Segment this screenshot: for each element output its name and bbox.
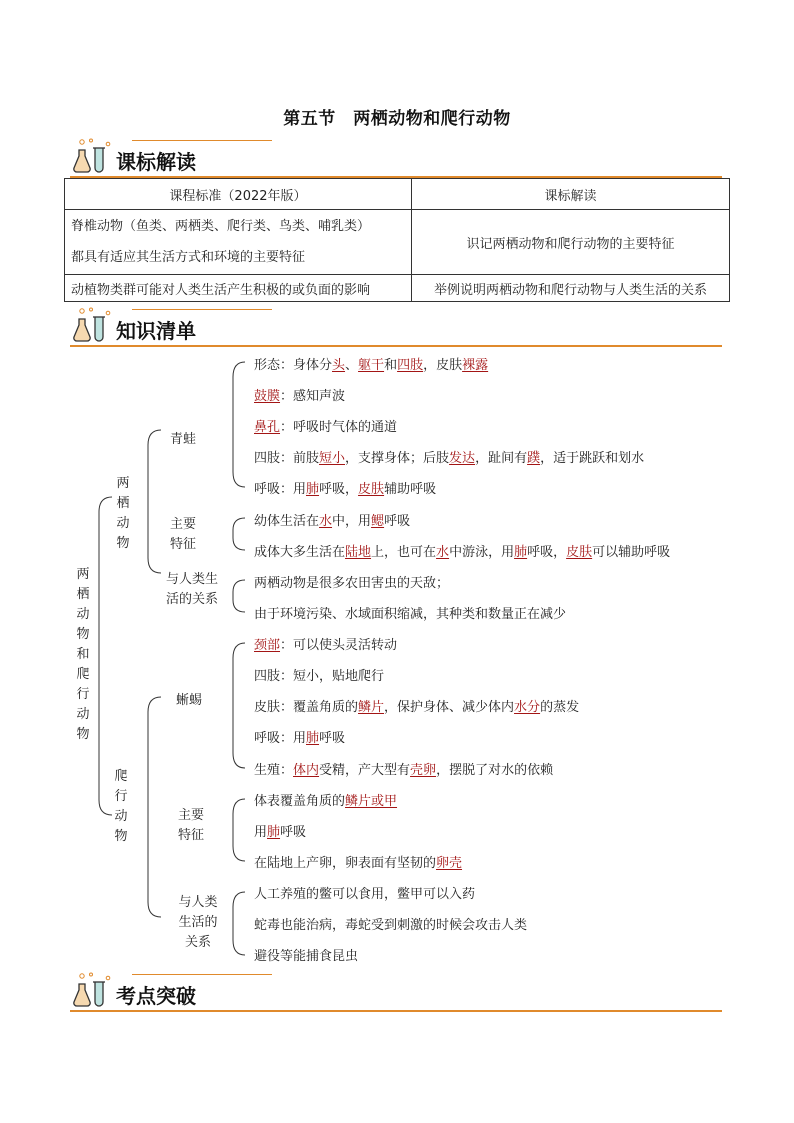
text: 生殖： [254,763,294,778]
text: ，趾间有 [475,451,528,466]
keyword: 卵壳 [436,856,463,871]
reptile-feature-lungs [254,821,306,840]
text: 四肢：前肢 [254,451,320,466]
frog-morphology [254,354,488,373]
text: ，适于跳跃和划水 [540,451,645,466]
keyword: 躯干 [358,358,385,373]
text: ，保护身体、减少体内 [384,700,515,715]
lizard-limbs [254,665,384,684]
keyword: 陆地 [345,545,372,560]
text: 受精，产大型有 [319,763,411,778]
text: 形态：身体分 [254,358,333,373]
column-header: 课标解读 [411,179,729,210]
text: 中游泳，用 [449,545,515,560]
keyword: 发达 [449,451,476,466]
tree-node-amphibian-relation: 与人类生活的关系 [165,572,218,607]
text: 辅助呼吸 [384,482,437,497]
keyword: 体内 [293,763,320,778]
section-title: 课标解读 [116,150,196,174]
text: 用 [254,825,268,840]
text: ：感知声波 [280,389,346,404]
section-header-knowledge [70,307,722,347]
reptile-relation-3: 避役等能捕食昆虫 [254,949,359,964]
section-header-standards [70,138,722,178]
tree-node-reptile: 爬行动物 [114,769,128,844]
reptile-feature-eggs [254,852,462,871]
keyword: 鳃 [371,514,385,529]
text: 体表覆盖角质的 [254,794,346,809]
keyword: 鼓膜 [254,389,281,404]
keyword: 裸露 [462,358,489,373]
keyword: 壳卵 [410,763,437,778]
amphibian-relation-2: 由于环境污染、水域面积缩减，其种类和数量正在减少 [254,607,567,622]
keyword: 蹼 [527,451,541,466]
tree-node-amphibian-features: 主要特征 [169,517,196,552]
text: ：可以使头灵活转动 [280,638,398,653]
frog-breathing [254,478,436,497]
page-title: 第五节 两栖动物和爬行动物 [283,109,511,129]
tree-node-reptile-features: 主要特征 [177,808,204,843]
table-row [65,275,730,302]
reptile-relation-1: 人工养殖的鳖可以食用，鳖甲可以入药 [254,887,476,902]
lizard-reproduction [254,759,553,778]
text: 和 [384,358,398,373]
keyword: 水 [319,514,333,529]
lab-flask-icon [72,307,112,345]
tree-root-label: 两栖动物和爬行动物 [76,567,90,742]
text: ，皮肤 [423,358,463,373]
table-cell [65,210,412,275]
keyword: 水 [436,545,450,560]
frog-eardrum [254,385,345,404]
tree-node-frog: 青蛙 [170,432,197,447]
text: ，摆脱了对水的依赖 [436,763,554,778]
text: 呼吸， [319,482,359,497]
table-row [65,210,730,275]
keyword: 皮肤 [358,482,385,497]
text: 成体大多生活在 [254,545,346,560]
reptile-relation-2: 蛇毒也能治病，毒蛇受到刺激的时候会攻击人类 [254,918,528,933]
text: 的蒸发 [540,700,580,715]
reptile-feature-scales [254,790,397,809]
text: 皮肤：覆盖角质的 [254,700,359,715]
section-divider [70,345,722,347]
text: 呼吸 [384,514,411,529]
keyword: 鳞片 [358,700,385,715]
text: 呼吸：用 [254,731,307,746]
keyword: 皮肤 [566,545,593,560]
text: ：呼吸时气体的通道 [280,420,398,435]
section-divider [70,1010,722,1012]
frog-limbs [254,447,644,466]
text: 上，也可在 [371,545,437,560]
text: 、 [345,358,359,373]
keyword: 头 [332,358,346,373]
table-cell: 举例说明两栖动物和爬行动物与人类生活的关系 [411,275,729,302]
cell-line: 脊椎动物（鱼类、两栖类、爬行类、鸟类、哺乳类） [71,219,371,234]
text: 呼吸：用 [254,482,307,497]
tree-node-lizard: 蜥蜴 [176,693,203,708]
text: 呼吸， [527,545,567,560]
column-header: 课程标准（2022年版） [65,179,412,210]
text: ，支撑身体；后肢 [345,451,450,466]
keyword: 鼻孔 [254,420,281,435]
tree-node-reptile-relation: 与人类生活的关系 [178,895,218,950]
text: 呼吸 [319,731,346,746]
text: 四肢：短小，贴地爬行 [254,669,385,684]
lizard-neck [254,634,397,653]
section-title: 知识清单 [116,319,196,343]
keyword: 肺 [306,731,320,746]
text: 幼体生活在 [254,514,320,529]
table-cell: 动植物类群可能对人类生活产生积极的或负面的影响 [65,275,412,302]
text: 中，用 [332,514,372,529]
table-cell: 识记两栖动物和爬行动物的主要特征 [411,210,729,275]
keyword: 肺 [514,545,528,560]
text: 可以辅助呼吸 [592,545,671,560]
curriculum-table [64,178,730,302]
amphibian-larva [254,510,410,529]
keyword: 肺 [306,482,320,497]
amphibian-relation-1: 两栖动物是很多农田害虫的天敌； [254,576,450,591]
section-header-breakthrough [70,972,722,1012]
lizard-breathing [254,727,345,746]
tree-node-amphibian: 两栖动物 [116,476,130,551]
lab-flask-icon [72,138,112,176]
amphibian-adult [254,541,670,560]
keyword: 水分 [514,700,541,715]
cell-line: 都具有适应其生活方式和环境的主要特征 [71,250,306,265]
keyword: 颈部 [254,638,281,653]
section-title: 考点突破 [116,984,196,1008]
keyword: 肺 [267,825,281,840]
text: 呼吸 [280,825,307,840]
frog-nostril [254,416,397,435]
keyword: 鳞片或甲 [345,794,398,809]
lizard-skin [254,696,579,715]
lab-flask-icon [72,972,112,1010]
table-header-row [65,179,730,210]
keyword: 四肢 [397,358,424,373]
text: 在陆地上产卵，卵表面有坚韧的 [254,856,437,871]
keyword: 短小 [319,451,346,466]
